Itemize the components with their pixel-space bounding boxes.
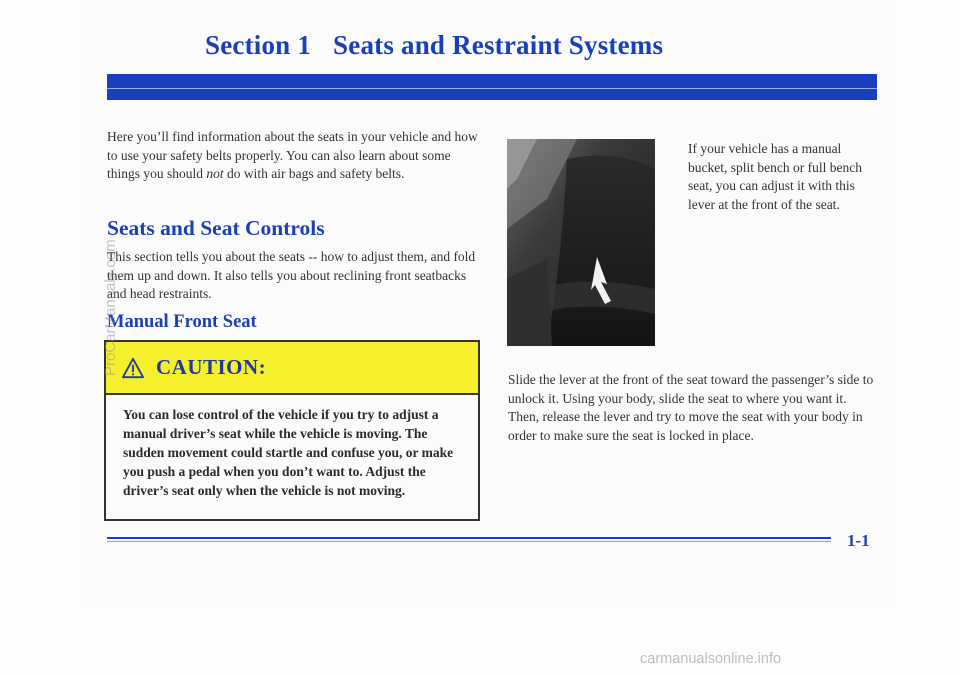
caution-text: You can lose control of the vehicle if you try to adjust a manual driver’s seat while the vehicle is moving. The sudden movement could startle and confuse you, or make you push a pedal when you don’t want to. Adjust the driver’s seat only when the vehicle is not moving.	[123, 407, 454, 498]
header-band-top	[107, 74, 877, 88]
side-watermark: ProCarManuals.com	[102, 239, 119, 376]
caution-label: CAUTION:	[156, 355, 267, 379]
section-name: Seats and Restraint Systems	[333, 30, 664, 60]
section-number: Section 1	[205, 30, 312, 60]
section-title	[205, 30, 663, 61]
seat-lever-photo-graphic	[507, 139, 655, 346]
warning-triangle-icon	[122, 357, 144, 379]
heading-seats-and-seat-controls: Seats and Seat Controls	[107, 216, 325, 240]
caution-box	[104, 340, 480, 521]
footer-rule-thin	[107, 541, 831, 542]
page-number: 1-1	[847, 531, 870, 550]
bottom-watermark: carmanualsonline.info	[640, 651, 782, 667]
seats-paragraph: This section tells you about the seats -- how to adjust them, and fold them up and down. It also tells you about reclining front seatbacks and head restraints.	[107, 249, 476, 301]
intro-emphasis: not	[206, 166, 224, 181]
heading-manual-front-seat: Manual Front Seat	[107, 312, 257, 332]
caution-header	[106, 342, 478, 395]
footer-rule	[107, 537, 831, 539]
adjust-seat-paragraph: Slide the lever at the front of the seat toward the passenger’s side to unlock it. Using your body, slide the seat to where you want it. Then, release the lever and try to move the seat with your body in order to make sure the seat is locked in place.	[508, 372, 874, 443]
photo-caption: If your vehicle has a manual bucket, split bench or full bench seat, you can adjust it with this lever at the front of the seat.	[688, 141, 862, 212]
intro-paragraph: Here you’ll find information about the seats in your vehicle and how to use your safety belts properly. You can also learn about some things you should not do with air bags and safety belts.	[107, 129, 478, 181]
header-band-bottom	[107, 89, 877, 100]
seat-lever-photo	[507, 139, 655, 346]
